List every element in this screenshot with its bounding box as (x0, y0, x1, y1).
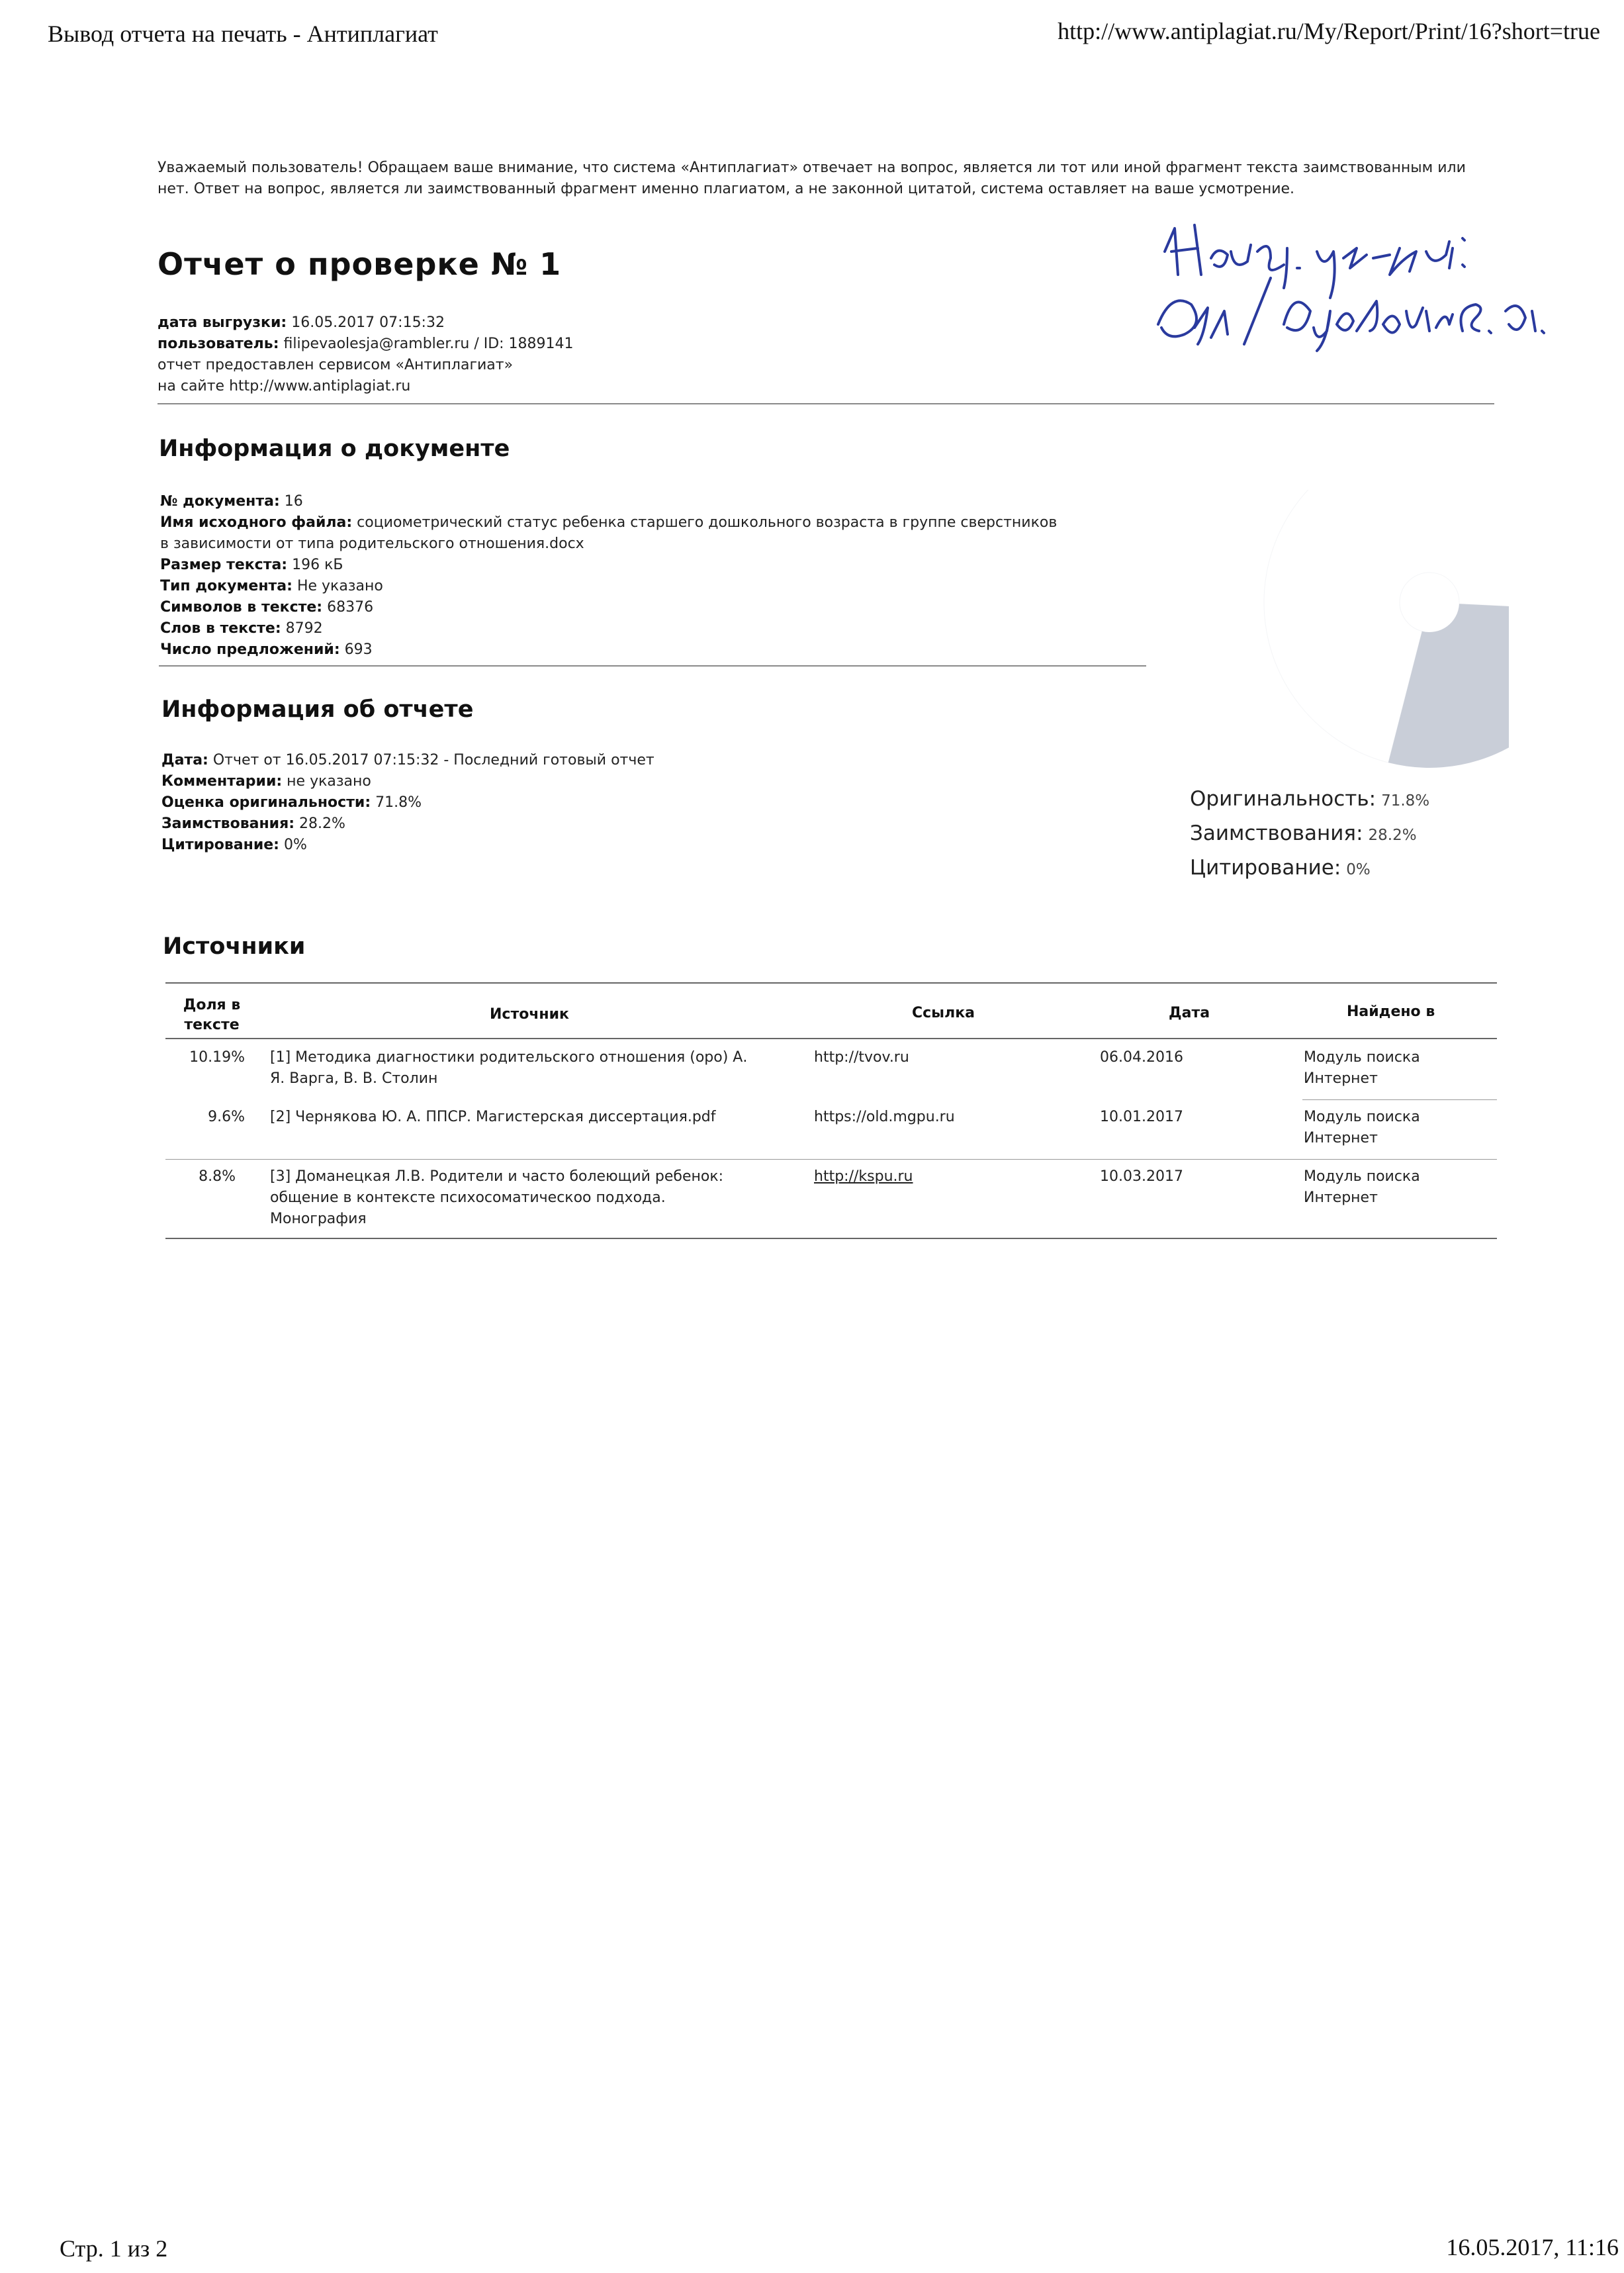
file-name-value-line1: социометрический статус ребенка старшего дошкольного возраста в группе сверстников (357, 514, 1058, 531)
row-divider (165, 1159, 1497, 1160)
sources-table-header (165, 986, 1497, 1038)
user-label: пользователь: (158, 336, 279, 352)
divider (158, 403, 1494, 404)
report-date-value: Отчет от 16.05.2017 07:15:32 - Последний готовый отчет (212, 752, 654, 768)
originality-value: 71.8% (375, 794, 422, 811)
borrowing-label: Заимствования: (161, 815, 295, 832)
col-date: Дата (1169, 1005, 1210, 1021)
row-source-line3: Монография (270, 1211, 367, 1227)
report-title: Отчет о проверке № 1 (158, 246, 562, 282)
provided-by-line1: отчет предоставлен сервисом «Антиплагиат» (158, 357, 514, 373)
row-found-line2: Интернет (1304, 1070, 1378, 1087)
doc-number-label: № документа: (160, 493, 280, 510)
text-size-value: 196 кБ (292, 557, 343, 573)
legend-citation-value: 0% (1346, 861, 1371, 878)
doc-type-label: Тип документа: (160, 578, 293, 594)
row-source-line2: общение в контексте психосоматическоо подхода. (270, 1189, 666, 1206)
row-source (270, 1107, 716, 1128)
sentences-label: Число предложений: (160, 641, 340, 658)
comments-label: Комментарии: (161, 773, 283, 790)
report-info-heading: Информация об отчете (161, 696, 474, 723)
originality-pie-chart (1165, 490, 1509, 768)
chars-label: Символов в тексте: (160, 599, 323, 616)
chars-value: 68376 (327, 599, 374, 616)
provided-by-line2: на сайте http://www.antiplagiat.ru (158, 378, 411, 394)
print-header-url: http://www.antiplagiat.ru/My/Report/Print/16?short=true (1058, 18, 1600, 44)
print-footer-datetime: 16.05.2017, 11:16 (1446, 2234, 1619, 2260)
legend-originality: Оригинальность: 71.8% (1190, 787, 1430, 811)
row-source-line1: [3] Доманецкая Л.В. Родители и часто болеющий ребенок: (270, 1168, 724, 1185)
row-source-line1: [1] Методика диагностики родительского отношения (оро) А. (270, 1049, 748, 1066)
table-top-rule (165, 982, 1497, 984)
handwritten-signature (1145, 212, 1595, 364)
table-bottom-rule (165, 1238, 1497, 1239)
row-link[interactable]: https://old.mgpu.ru (814, 1109, 955, 1125)
row-source-line2: Я. Варга, В. В. Столин (270, 1070, 438, 1087)
citation-value: 0% (283, 837, 307, 853)
col-found: Найдено в (1347, 1003, 1435, 1020)
words-label: Слов в тексте: (160, 620, 281, 637)
table-row (165, 1166, 1497, 1232)
report-meta (158, 312, 574, 397)
sources-heading: Источники (163, 933, 306, 960)
row-found-line2: Интернет (1304, 1189, 1378, 1206)
col-share-line1: Доля в (183, 997, 241, 1013)
doc-number-value: 16 (284, 493, 303, 510)
print-footer-page: Стр. 1 из 2 (60, 2235, 168, 2262)
row-link[interactable]: http://tvov.ru (814, 1049, 909, 1066)
row-date: 10.01.2017 (1100, 1109, 1183, 1125)
doc-info-fields (160, 491, 1057, 661)
text-size-label: Размер текста: (160, 557, 288, 573)
doc-type-value: Не указано (296, 578, 383, 594)
upload-date-label: дата выгрузки: (158, 314, 287, 331)
row-found (1304, 1166, 1420, 1209)
file-name-value-line2: в зависимости от типа родительского отношения.docx (160, 535, 584, 552)
citation-label: Цитирование: (161, 837, 279, 853)
words-value: 8792 (285, 620, 323, 637)
legend-borrowing-label: Заимствования (1190, 821, 1357, 845)
row-source-line1: [2] Чернякова Ю. А. ППСР. Магистерская диссертация.pdf (270, 1109, 716, 1125)
row-share: 9.6% (208, 1109, 245, 1125)
row-source (270, 1047, 747, 1090)
row-found (1304, 1047, 1420, 1090)
row-date: 10.03.2017 (1100, 1168, 1183, 1185)
table-header-rule (165, 1038, 1497, 1039)
report-info-fields (161, 750, 654, 856)
row-divider (1302, 1099, 1497, 1100)
table-row (165, 1047, 1497, 1100)
row-share: 10.19% (189, 1049, 245, 1066)
upload-date-value: 16.05.2017 07:15:32 (291, 314, 445, 331)
col-share (165, 996, 258, 1035)
row-source (270, 1166, 723, 1230)
col-link: Ссылка (912, 1005, 975, 1021)
row-found-line1: Модуль поиска (1304, 1168, 1420, 1185)
col-share-line2: тексте (184, 1017, 240, 1033)
legend-originality-label: Оригинальность (1190, 787, 1369, 811)
col-source: Источник (490, 1006, 569, 1023)
report-date-label: Дата: (161, 752, 208, 768)
row-found-line2: Интернет (1304, 1130, 1378, 1146)
file-name-label: Имя исходного файла: (160, 514, 353, 531)
row-share: 8.8% (199, 1168, 236, 1185)
comments-value: не указано (287, 773, 371, 790)
originality-label: Оценка оригинальности: (161, 794, 371, 811)
disclaimer-notice: Уважаемый пользователь! Обращаем ваше внимание, что система «Антиплагиат» отвечает на вопрос, является ли тот или иной фрагмент текста заимствованным или нет. Ответ на вопрос, является ли заимствованный фрагмент именно плагиатом, а не законной цитатой, система оставляет на ваше усмотрение. (158, 160, 1466, 197)
divider (159, 665, 1146, 667)
table-row (165, 1107, 1497, 1160)
legend-citation-label: Цитирование (1190, 856, 1334, 880)
legend-borrowing: Заимствования: 28.2% (1190, 821, 1417, 845)
user-value: filipevaolesja@rambler.ru / ID: 1889141 (283, 336, 574, 352)
legend-borrowing-value: 28.2% (1368, 827, 1417, 844)
doc-info-heading: Информация о документе (159, 436, 510, 462)
borrowing-value: 28.2% (299, 815, 345, 832)
row-found-line1: Модуль поиска (1304, 1049, 1420, 1066)
row-link[interactable]: http://kspu.ru (814, 1168, 913, 1185)
row-date: 06.04.2016 (1100, 1049, 1183, 1066)
row-found (1304, 1107, 1420, 1149)
row-found-line1: Модуль поиска (1304, 1109, 1420, 1125)
legend-citation: Цитирование: 0% (1190, 856, 1371, 880)
sentences-value: 693 (344, 641, 373, 658)
print-header-title: Вывод отчета на печать - Антиплагиат (48, 21, 438, 47)
legend-originality-value: 71.8% (1381, 792, 1430, 810)
